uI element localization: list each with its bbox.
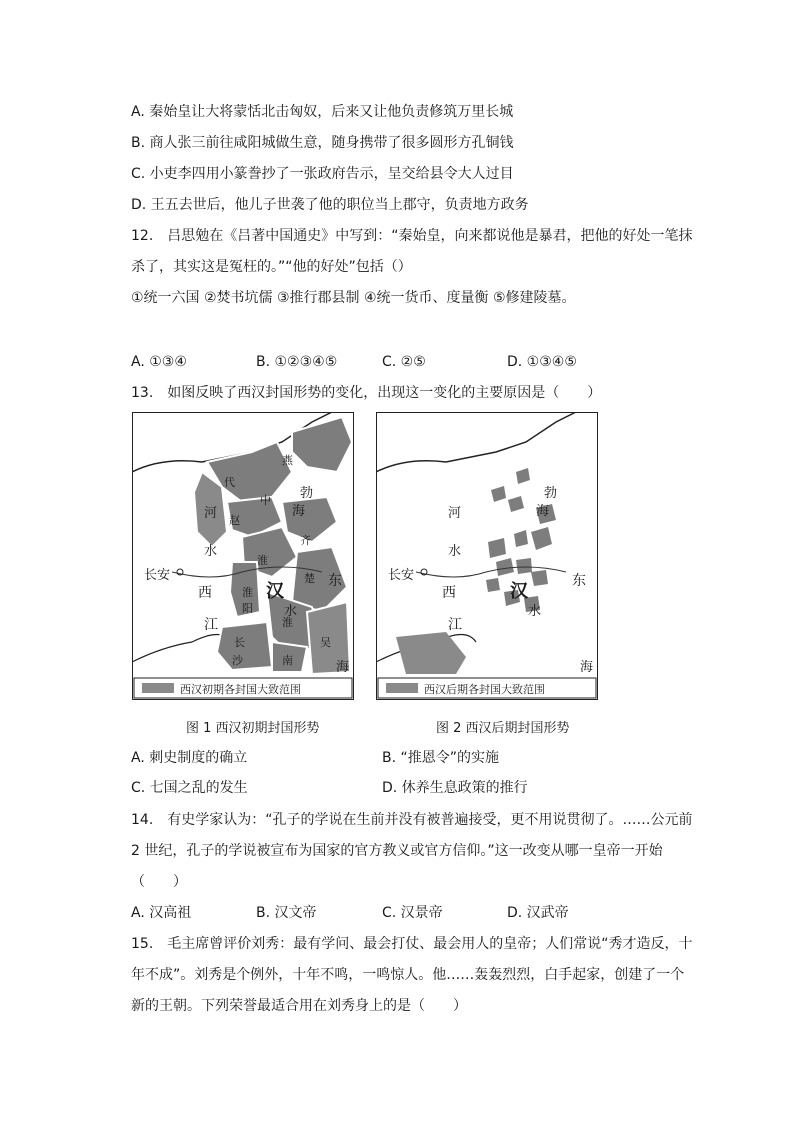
map1-label-hai2: 海: [336, 660, 350, 675]
map1-label-hai: 海: [292, 504, 306, 519]
map1-label-zhao: 赵: [229, 514, 240, 527]
map2-caption: 图 2 西汉后期封国形势: [436, 721, 570, 736]
q14-option-a: A. 汉高祖: [131, 905, 192, 921]
map1-label-han: 汉: [266, 581, 284, 602]
map2-label-dong: 东: [572, 573, 586, 589]
map2-label-han: 汉: [510, 581, 528, 602]
map2-label-hai2: 海: [580, 660, 594, 675]
map2-label-shui2: 水: [528, 604, 542, 619]
q12-stem-line2: 杀了，其实这是冤枉的。”“他的好处”包括（）: [131, 259, 412, 275]
map-late-han-fiefdoms: [376, 412, 598, 700]
map2-label-jiang: 江: [448, 617, 462, 633]
map1-label-dai: 代: [224, 476, 235, 489]
q11-option-c: C. 小吏李四用小篆誊抄了一张政府告示，呈交给县令大人过目: [131, 166, 514, 182]
q11-option-d: D. 王五去世后，他儿子世袭了他的职位当上郡守，负责地方政务: [131, 197, 529, 213]
q12-option-d: D. ①③④⑤: [507, 354, 577, 370]
q13-stem: 13. 如图反映了西汉封国形势的变化，出现这一变化的主要原因是（ ）: [131, 385, 602, 401]
q13-option-d: D. 休养生息政策的推行: [382, 780, 528, 796]
map1-label-jiang: 江: [204, 617, 218, 633]
q11-option-b: B. 商人张三前往咸阳城做生意，随身携带了很多圆形方孔铜钱: [131, 135, 514, 151]
map1-legend-text: 西汉初期各封国大致范围: [180, 683, 301, 696]
q13-option-b: B. “推恩令”的实施: [382, 750, 500, 766]
map2-label-hai: 海: [536, 504, 550, 519]
q13-option-a: A. 刺史制度的确立: [131, 750, 248, 766]
map1-label-xi: 西: [198, 585, 212, 601]
q12-option-b: B. ①②③④⑤: [256, 354, 338, 370]
map1-label-yan: 燕: [282, 454, 293, 467]
map1-label-dong: 东: [328, 573, 342, 589]
q12-items: ①统一六国 ②焚书坑儒 ③推行郡县制 ④统一货币、度量衡 ⑤修建陵墓。: [131, 290, 576, 306]
map-early-han-fiefdoms: [132, 412, 354, 700]
map2-label-bo: 勃: [544, 486, 558, 501]
map1-label-huai2: 淮: [242, 586, 253, 599]
map2-label-shui: 水: [448, 544, 462, 559]
q14-stem-line3: （ ）: [131, 874, 187, 890]
q12-stem-line1: 12. 吕思勉在《吕著中国通史》中写到：“秦始皇，向来都说他是暴君，把他的好处一笔抹: [131, 228, 693, 244]
q14-option-d: D. 汉武帝: [507, 905, 569, 921]
map1-label-chang: 长: [234, 636, 245, 649]
map1-label-shui2: 水: [284, 604, 298, 619]
q15-stem-line3: 新的王朝。下列荣誉最适合用在刘秀身上的是（ ）: [131, 998, 467, 1014]
q14-option-b: B. 汉文帝: [256, 905, 317, 921]
map2-label-changan: 长安: [388, 568, 415, 583]
map1-label-qi: 齐: [300, 534, 311, 547]
map1-label-yang: 阳: [242, 602, 253, 615]
map1-label-huai: 淮: [257, 554, 268, 567]
map2-label-xi: 西: [442, 585, 456, 601]
q12-option-a: A. ①③④: [131, 354, 187, 370]
map2-label-he: 河: [448, 506, 462, 521]
q14-stem-line1: 14. 有史学家认为：“孔子的学说在生前并没有被普遍接受，更不用说贯彻了。……公元前: [131, 812, 693, 828]
q12-option-c: C. ②⑤: [382, 354, 426, 370]
map2-legend-text: 西汉后期各封国大致范围: [424, 683, 545, 696]
map1-label-wu: 吴: [320, 636, 331, 649]
q11-option-a: A. 秦始皇让大将蒙恬北击匈奴，后来又让他负责修筑万里长城: [131, 104, 514, 120]
q13-option-c: C. 七国之乱的发生: [131, 780, 248, 796]
map1-label-shui: 水: [204, 544, 218, 559]
map1-label-changan: 长安: [144, 568, 171, 583]
map1-label-he: 河: [204, 506, 218, 521]
q14-option-c: C. 汉景帝: [382, 905, 443, 921]
map1-label-chu: 楚: [304, 572, 315, 585]
map1-label-bo: 勃: [300, 486, 314, 501]
map1-label-huai3: 淮: [282, 616, 293, 629]
map1-label-zhong: 中: [260, 494, 271, 507]
q14-stem-line2: 2 世纪，孔子的学说被宣布为国家的官方教义或官方信仰。”这一改变从哪一皇帝一开始: [131, 843, 663, 859]
q15-stem-line2: 年不成”。刘秀是个例外，十年不鸣，一鸣惊人。他……轰轰烈烈，白手起家，创建了一个: [131, 967, 685, 983]
map1-label-nan: 南: [282, 654, 293, 667]
map1-label-sha: 沙: [232, 654, 243, 667]
map1-caption: 图 1 西汉初期封国形势: [186, 721, 320, 736]
q15-stem-line1: 15. 毛主席曾评价刘秀：最有学问、最会打仗、最会用人的皇帝；人们常说“秀才造反，十: [131, 936, 693, 952]
